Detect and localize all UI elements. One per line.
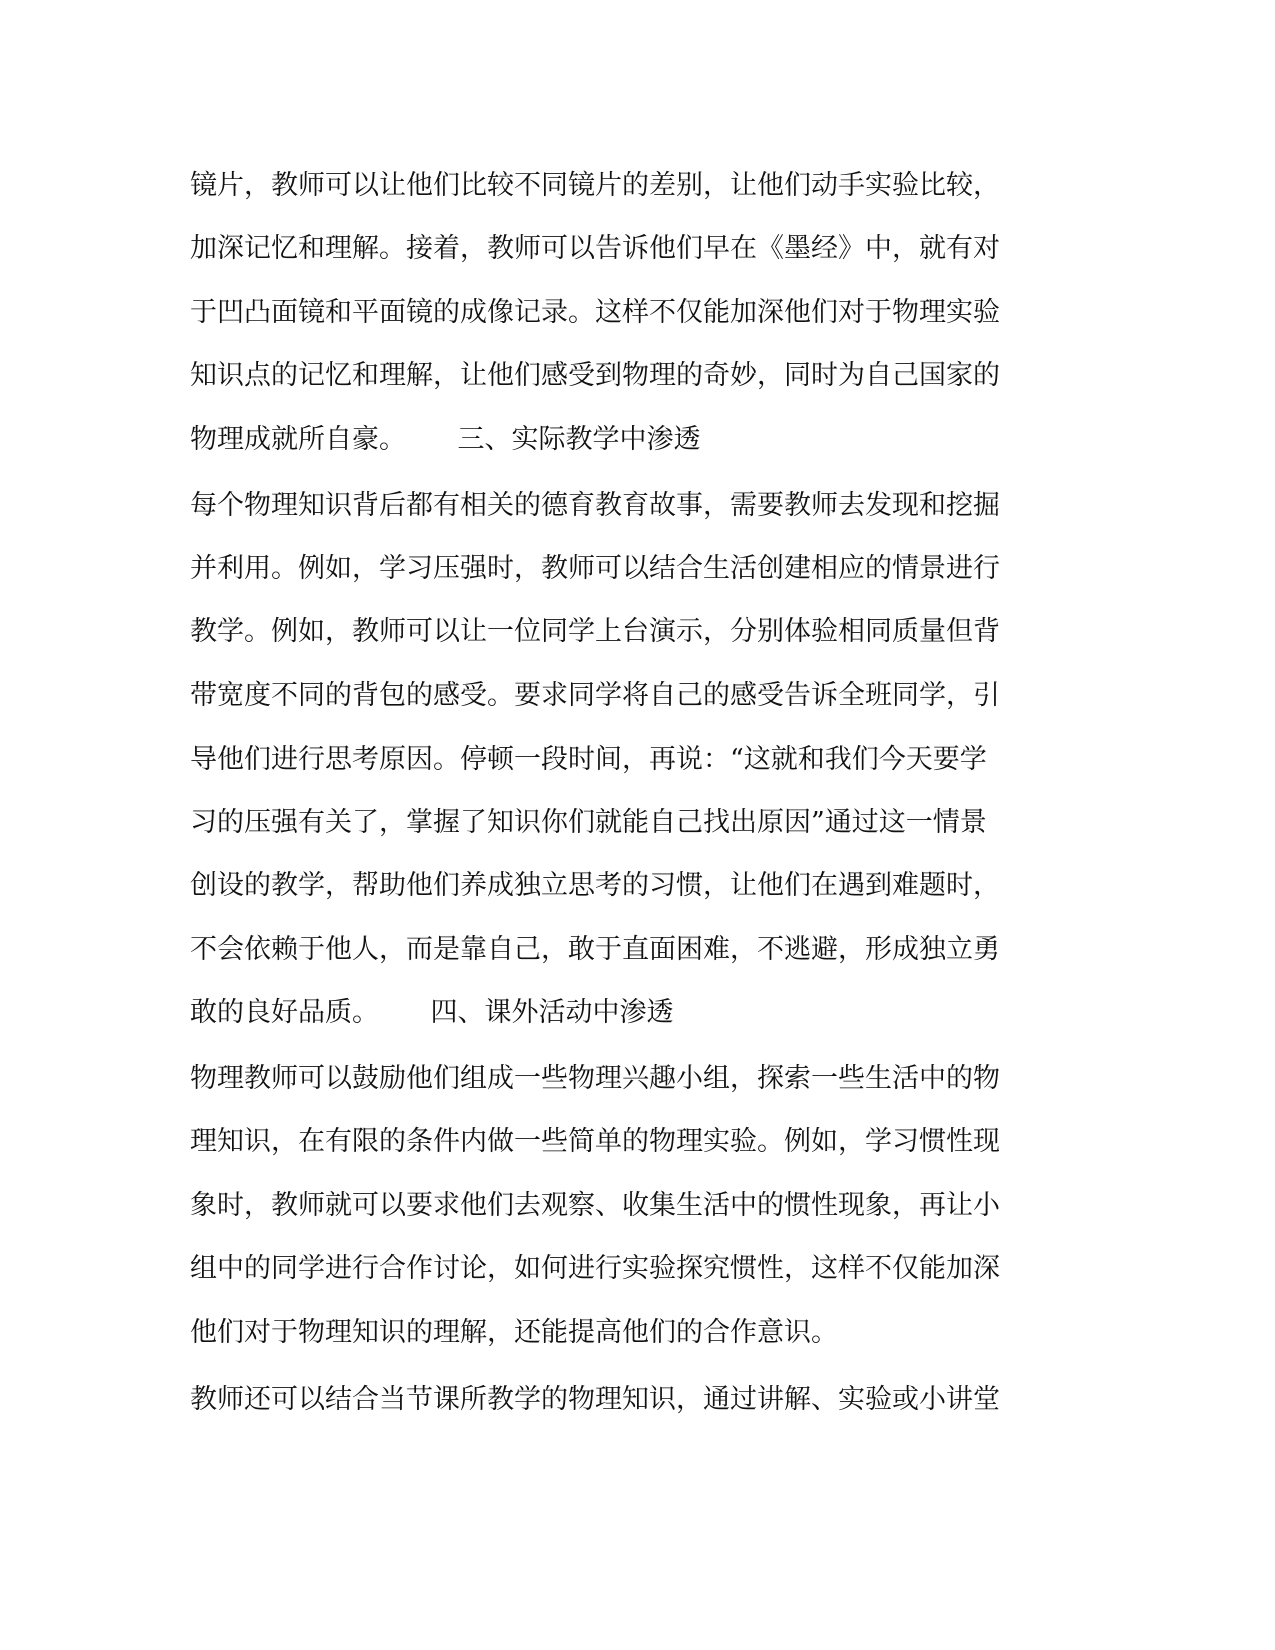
body-text-line: 导他们进行思考原因。停顿一段时间，再说：“这就和我们今天要学 (190, 744, 987, 775)
body-text-line: 创设的教学，帮助他们养成独立思考的习惯，让他们在遇到难题时， (190, 870, 1000, 901)
body-text-line: 加深记忆和理解。接着，教师可以告诉他们早在《墨经》中，就有对 (190, 233, 1000, 264)
section-heading-line: 敢的良好品质。 四、课外活动中渗透 (190, 997, 674, 1028)
body-text-line: 不会依赖于他人，而是靠自己，敢于直面困难，不逃避，形成独立勇 (190, 934, 1000, 965)
body-text-line: 教师还可以结合当节课所教学的物理知识，通过讲解、实验或小讲堂 (190, 1384, 1000, 1415)
body-text-line: 理知识，在有限的条件内做一些简单的物理实验。例如，学习惯性现 (190, 1126, 1000, 1157)
body-text-line: 物理教师可以鼓励他们组成一些物理兴趣小组，探索一些生活中的物 (190, 1063, 1000, 1094)
body-text-line: 象时，教师就可以要求他们去观察、收集生活中的惯性现象，再让小 (190, 1190, 1000, 1221)
body-text-line: 带宽度不同的背包的感受。要求同学将自己的感受告诉全班同学，引 (190, 680, 1000, 711)
body-text-line: 镜片，教师可以让他们比较不同镜片的差别，让他们动手实验比较， (190, 170, 1000, 201)
section-heading-line: 物理成就所自豪。 三、实际教学中渗透 (190, 424, 701, 455)
body-text-line: 他们对于物理知识的理解，还能提高他们的合作意识。 (190, 1317, 838, 1348)
body-text-line: 于凹凸面镜和平面镜的成像记录。这样不仅能加深他们对于物理实验 (190, 297, 1000, 328)
body-text-line: 组中的同学进行合作讨论，如何进行实验探究惯性，这样不仅能加深 (190, 1253, 1000, 1284)
body-text-line: 每个物理知识背后都有相关的德育教育故事，需要教师去发现和挖掘 (190, 490, 1000, 521)
body-text-line: 知识点的记忆和理解，让他们感受到物理的奇妙，同时为自己国家的 (190, 360, 1000, 391)
body-text-line: 习的压强有关了，掌握了知识你们就能自己找出原因”通过这一情景 (190, 807, 987, 838)
body-text-line: 并利用。例如，学习压强时，教师可以结合生活创建相应的情景进行 (190, 553, 1000, 584)
body-text-line: 教学。例如，教师可以让一位同学上台演示，分别体验相同质量但背 (190, 616, 1000, 647)
